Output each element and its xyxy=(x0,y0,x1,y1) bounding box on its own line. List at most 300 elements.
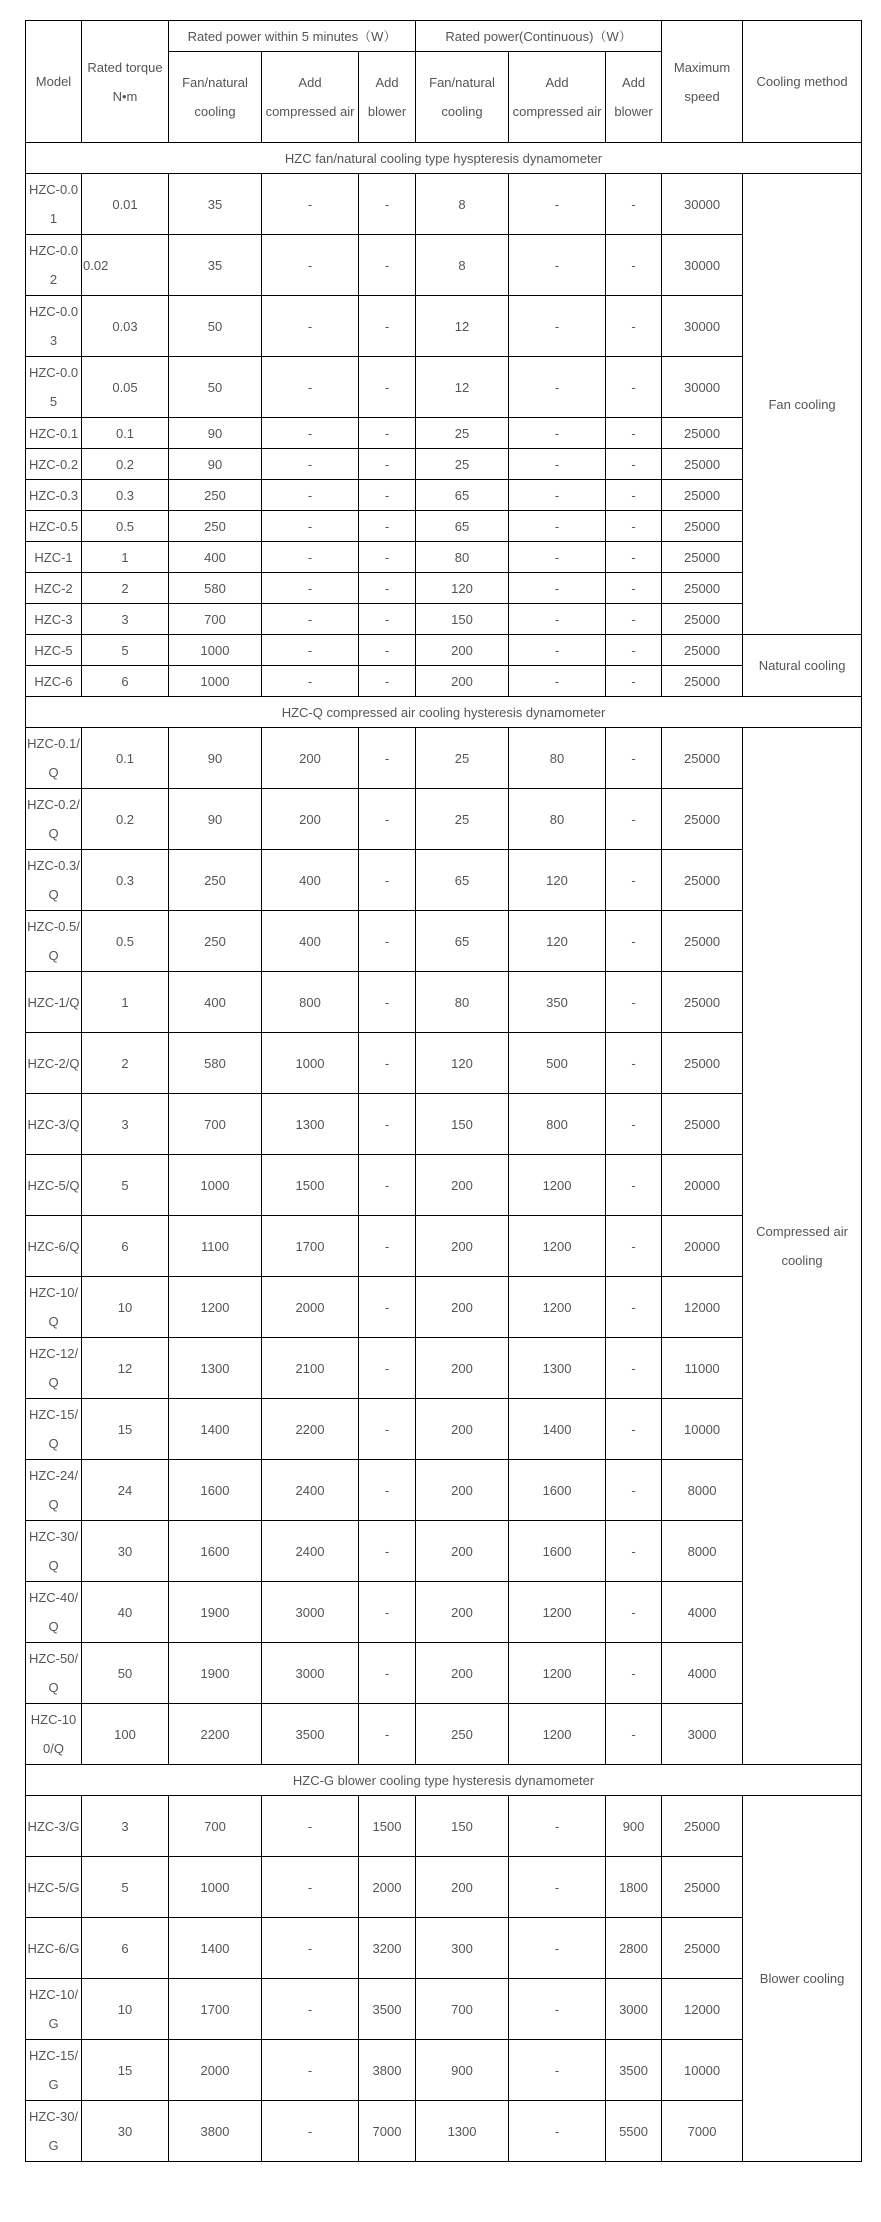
blower-5min-cell: - xyxy=(359,174,416,235)
air-continuous-cell: 1200 xyxy=(509,1277,606,1338)
table-row xyxy=(26,635,862,666)
fan-5min-cell: 1000 xyxy=(169,666,262,697)
header-fan-natural-5min: Fan/natural cooling xyxy=(169,52,262,143)
fan-continuous-cell: 65 xyxy=(416,480,509,511)
blower-5min-cell: - xyxy=(359,1277,416,1338)
table-row xyxy=(26,789,862,850)
torque-cell: 0.03 xyxy=(82,296,169,357)
torque-cell: 30 xyxy=(82,1521,169,1582)
fan-continuous-cell: 150 xyxy=(416,1094,509,1155)
blower-continuous-cell: - xyxy=(606,418,662,449)
air-continuous-cell: - xyxy=(509,449,606,480)
blower-continuous-cell: - xyxy=(606,296,662,357)
model-cell: HZC-5/G xyxy=(26,1857,82,1918)
air-5min-cell: - xyxy=(262,418,359,449)
fan-continuous-cell: 25 xyxy=(416,789,509,850)
table-row xyxy=(26,1979,862,2040)
air-continuous-cell: - xyxy=(509,296,606,357)
fan-5min-cell: 250 xyxy=(169,911,262,972)
table-header xyxy=(26,21,862,143)
blower-5min-cell: - xyxy=(359,1338,416,1399)
blower-continuous-cell: - xyxy=(606,604,662,635)
model-cell: HZC-5/Q xyxy=(26,1155,82,1216)
fan-continuous-cell: 12 xyxy=(416,296,509,357)
blower-continuous-cell: - xyxy=(606,480,662,511)
dynamometer-spec-table xyxy=(25,20,862,2162)
torque-cell: 0.5 xyxy=(82,511,169,542)
blower-continuous-cell: 3000 xyxy=(606,1979,662,2040)
air-continuous-cell: 1600 xyxy=(509,1460,606,1521)
blower-continuous-cell: - xyxy=(606,511,662,542)
blower-continuous-cell: - xyxy=(606,235,662,296)
air-continuous-cell: 1400 xyxy=(509,1399,606,1460)
table-row xyxy=(26,296,862,357)
blower-5min-cell: - xyxy=(359,728,416,789)
air-5min-cell: 800 xyxy=(262,972,359,1033)
air-5min-cell: - xyxy=(262,666,359,697)
torque-cell: 0.3 xyxy=(82,480,169,511)
blower-5min-cell: 3200 xyxy=(359,1918,416,1979)
table-row xyxy=(26,542,862,573)
air-5min-cell: 3000 xyxy=(262,1582,359,1643)
section-title: HZC fan/natural cooling type hyspteresis dynamometer xyxy=(26,143,862,174)
torque-cell: 1 xyxy=(82,542,169,573)
air-continuous-cell: - xyxy=(509,418,606,449)
fan-continuous-cell: 200 xyxy=(416,1460,509,1521)
blower-continuous-cell: - xyxy=(606,1277,662,1338)
blower-5min-cell: - xyxy=(359,449,416,480)
header-rated-torque: Rated torque N•m xyxy=(82,21,169,143)
air-continuous-cell: 1600 xyxy=(509,1521,606,1582)
air-5min-cell: - xyxy=(262,235,359,296)
fan-continuous-cell: 300 xyxy=(416,1918,509,1979)
table-row xyxy=(26,174,862,235)
fan-continuous-cell: 25 xyxy=(416,728,509,789)
blower-5min-cell: - xyxy=(359,1460,416,1521)
air-continuous-cell: - xyxy=(509,174,606,235)
model-cell: HZC-6/G xyxy=(26,1918,82,1979)
fan-continuous-cell: 120 xyxy=(416,573,509,604)
air-continuous-cell: 1200 xyxy=(509,1216,606,1277)
header-rated-power-continuous: Rated power(Continuous)（W） xyxy=(416,21,662,52)
model-cell: HZC-2 xyxy=(26,573,82,604)
torque-cell: 0.2 xyxy=(82,789,169,850)
torque-cell: 0.01 xyxy=(82,174,169,235)
torque-cell: 0.05 xyxy=(82,357,169,418)
header-blower-continuous: Add blower xyxy=(606,52,662,143)
torque-cell: 5 xyxy=(82,635,169,666)
max-speed-cell: 30000 xyxy=(662,357,743,418)
air-5min-cell: - xyxy=(262,1796,359,1857)
cooling-method-cell: Fan cooling xyxy=(743,174,862,635)
max-speed-cell: 12000 xyxy=(662,1979,743,2040)
blower-continuous-cell: - xyxy=(606,1338,662,1399)
blower-continuous-cell: 5500 xyxy=(606,2101,662,2162)
model-cell: HZC-0.3 xyxy=(26,480,82,511)
blower-continuous-cell: - xyxy=(606,1643,662,1704)
fan-5min-cell: 50 xyxy=(169,357,262,418)
torque-cell: 0.02 xyxy=(82,235,169,296)
blower-continuous-cell: - xyxy=(606,449,662,480)
fan-5min-cell: 400 xyxy=(169,972,262,1033)
model-cell: HZC-1 xyxy=(26,542,82,573)
header-cooling-method: Cooling method xyxy=(743,21,862,143)
max-speed-cell: 3000 xyxy=(662,1704,743,1765)
air-5min-cell: - xyxy=(262,480,359,511)
table-row xyxy=(26,911,862,972)
section-title-row xyxy=(26,1765,862,1796)
air-5min-cell: 1500 xyxy=(262,1155,359,1216)
cooling-method-cell: Natural cooling xyxy=(743,635,862,697)
torque-cell: 5 xyxy=(82,1857,169,1918)
model-cell: HZC-6/Q xyxy=(26,1216,82,1277)
fan-continuous-cell: 150 xyxy=(416,604,509,635)
blower-continuous-cell: - xyxy=(606,789,662,850)
model-cell: HZC-10/G xyxy=(26,1979,82,2040)
table-row xyxy=(26,1338,862,1399)
air-continuous-cell: 1200 xyxy=(509,1643,606,1704)
blower-continuous-cell: - xyxy=(606,1704,662,1765)
table-row xyxy=(26,972,862,1033)
blower-5min-cell: - xyxy=(359,604,416,635)
model-cell: HZC-5 xyxy=(26,635,82,666)
fan-continuous-cell: 8 xyxy=(416,174,509,235)
blower-continuous-cell: - xyxy=(606,728,662,789)
blower-continuous-cell: 900 xyxy=(606,1796,662,1857)
blower-5min-cell: - xyxy=(359,850,416,911)
fan-5min-cell: 580 xyxy=(169,1033,262,1094)
fan-5min-cell: 35 xyxy=(169,174,262,235)
fan-5min-cell: 250 xyxy=(169,850,262,911)
air-5min-cell: 2400 xyxy=(262,1460,359,1521)
air-5min-cell: - xyxy=(262,2040,359,2101)
model-cell: HZC-1/Q xyxy=(26,972,82,1033)
blower-5min-cell: - xyxy=(359,1094,416,1155)
air-5min-cell: 400 xyxy=(262,911,359,972)
table-row xyxy=(26,1033,862,1094)
air-5min-cell: 200 xyxy=(262,728,359,789)
cooling-method-cell: Compressed air cooling xyxy=(743,728,862,1765)
blower-continuous-cell: - xyxy=(606,1094,662,1155)
model-cell: HZC-12/Q xyxy=(26,1338,82,1399)
table-row xyxy=(26,1216,862,1277)
fan-5min-cell: 400 xyxy=(169,542,262,573)
air-continuous-cell: 1200 xyxy=(509,1704,606,1765)
model-cell: HZC-0.1/Q xyxy=(26,728,82,789)
fan-5min-cell: 1600 xyxy=(169,1460,262,1521)
blower-5min-cell: 3500 xyxy=(359,1979,416,2040)
model-cell: HZC-0.2 xyxy=(26,449,82,480)
torque-cell: 3 xyxy=(82,604,169,635)
model-cell: HZC-15/Q xyxy=(26,1399,82,1460)
fan-5min-cell: 2200 xyxy=(169,1704,262,1765)
fan-continuous-cell: 150 xyxy=(416,1796,509,1857)
air-continuous-cell: 120 xyxy=(509,850,606,911)
table-row xyxy=(26,511,862,542)
fan-5min-cell: 1700 xyxy=(169,1979,262,2040)
blower-5min-cell: 7000 xyxy=(359,2101,416,2162)
air-5min-cell: 2400 xyxy=(262,1521,359,1582)
blower-5min-cell: - xyxy=(359,357,416,418)
max-speed-cell: 25000 xyxy=(662,666,743,697)
air-continuous-cell: 80 xyxy=(509,789,606,850)
max-speed-cell: 20000 xyxy=(662,1155,743,1216)
torque-cell: 12 xyxy=(82,1338,169,1399)
fan-5min-cell: 700 xyxy=(169,1094,262,1155)
fan-continuous-cell: 8 xyxy=(416,235,509,296)
air-5min-cell: - xyxy=(262,2101,359,2162)
fan-continuous-cell: 200 xyxy=(416,1582,509,1643)
max-speed-cell: 25000 xyxy=(662,728,743,789)
max-speed-cell: 11000 xyxy=(662,1338,743,1399)
model-cell: HZC-40/Q xyxy=(26,1582,82,1643)
air-5min-cell: 2100 xyxy=(262,1338,359,1399)
blower-5min-cell: - xyxy=(359,1582,416,1643)
fan-5min-cell: 700 xyxy=(169,1796,262,1857)
header-rated-power-5min: Rated power within 5 minutes（W） xyxy=(169,21,416,52)
max-speed-cell: 25000 xyxy=(662,542,743,573)
header-maximum-speed: Maximum speed xyxy=(662,21,743,143)
torque-cell: 0.1 xyxy=(82,418,169,449)
blower-5min-cell: - xyxy=(359,235,416,296)
table-row xyxy=(26,449,862,480)
blower-continuous-cell: 2800 xyxy=(606,1918,662,1979)
air-continuous-cell: - xyxy=(509,635,606,666)
torque-cell: 0.3 xyxy=(82,850,169,911)
blower-5min-cell: - xyxy=(359,1704,416,1765)
blower-5min-cell: 1500 xyxy=(359,1796,416,1857)
air-continuous-cell: - xyxy=(509,1796,606,1857)
fan-continuous-cell: 12 xyxy=(416,357,509,418)
model-cell: HZC-30/G xyxy=(26,2101,82,2162)
air-5min-cell: 3000 xyxy=(262,1643,359,1704)
model-cell: HZC-3 xyxy=(26,604,82,635)
blower-continuous-cell: - xyxy=(606,1399,662,1460)
air-5min-cell: - xyxy=(262,296,359,357)
table-row xyxy=(26,1094,862,1155)
blower-5min-cell: - xyxy=(359,1521,416,1582)
air-continuous-cell: - xyxy=(509,2101,606,2162)
blower-continuous-cell: - xyxy=(606,1155,662,1216)
fan-continuous-cell: 200 xyxy=(416,1216,509,1277)
air-5min-cell: - xyxy=(262,573,359,604)
blower-continuous-cell: - xyxy=(606,1033,662,1094)
air-5min-cell: - xyxy=(262,542,359,573)
air-5min-cell: 1000 xyxy=(262,1033,359,1094)
model-cell: HZC-0.1 xyxy=(26,418,82,449)
max-speed-cell: 25000 xyxy=(662,1094,743,1155)
blower-5min-cell: 2000 xyxy=(359,1857,416,1918)
table-row xyxy=(26,1857,862,1918)
air-5min-cell: - xyxy=(262,511,359,542)
fan-5min-cell: 700 xyxy=(169,604,262,635)
torque-cell: 6 xyxy=(82,1216,169,1277)
torque-cell: 10 xyxy=(82,1277,169,1338)
air-continuous-cell: 1200 xyxy=(509,1582,606,1643)
torque-cell: 3 xyxy=(82,1796,169,1857)
blower-continuous-cell: - xyxy=(606,1521,662,1582)
max-speed-cell: 7000 xyxy=(662,2101,743,2162)
max-speed-cell: 30000 xyxy=(662,235,743,296)
blower-continuous-cell: - xyxy=(606,972,662,1033)
max-speed-cell: 8000 xyxy=(662,1460,743,1521)
blower-5min-cell: - xyxy=(359,911,416,972)
fan-continuous-cell: 80 xyxy=(416,542,509,573)
torque-cell: 0.5 xyxy=(82,911,169,972)
air-continuous-cell: - xyxy=(509,511,606,542)
model-cell: HZC-6 xyxy=(26,666,82,697)
model-cell: HZC-0.3/Q xyxy=(26,850,82,911)
header-fan-natural-continuous: Fan/natural cooling xyxy=(416,52,509,143)
fan-5min-cell: 1200 xyxy=(169,1277,262,1338)
torque-cell: 1 xyxy=(82,972,169,1033)
air-continuous-cell: - xyxy=(509,235,606,296)
fan-5min-cell: 90 xyxy=(169,728,262,789)
air-continuous-cell: - xyxy=(509,542,606,573)
fan-continuous-cell: 200 xyxy=(416,635,509,666)
fan-continuous-cell: 200 xyxy=(416,1857,509,1918)
blower-continuous-cell: - xyxy=(606,635,662,666)
air-continuous-cell: - xyxy=(509,2040,606,2101)
max-speed-cell: 25000 xyxy=(662,850,743,911)
max-speed-cell: 10000 xyxy=(662,1399,743,1460)
table-row xyxy=(26,418,862,449)
table-row xyxy=(26,1460,862,1521)
table-row xyxy=(26,235,862,296)
torque-cell: 3 xyxy=(82,1094,169,1155)
fan-5min-cell: 2000 xyxy=(169,2040,262,2101)
fan-5min-cell: 1100 xyxy=(169,1216,262,1277)
max-speed-cell: 25000 xyxy=(662,911,743,972)
max-speed-cell: 4000 xyxy=(662,1643,743,1704)
fan-continuous-cell: 25 xyxy=(416,449,509,480)
max-speed-cell: 25000 xyxy=(662,418,743,449)
table-row xyxy=(26,2040,862,2101)
fan-continuous-cell: 250 xyxy=(416,1704,509,1765)
table-row xyxy=(26,728,862,789)
max-speed-cell: 25000 xyxy=(662,511,743,542)
table-row xyxy=(26,1277,862,1338)
blower-continuous-cell: - xyxy=(606,911,662,972)
header-compressed-air-5min: Add compressed air xyxy=(262,52,359,143)
max-speed-cell: 8000 xyxy=(662,1521,743,1582)
model-cell: HZC-15/G xyxy=(26,2040,82,2101)
air-continuous-cell: - xyxy=(509,480,606,511)
table-row xyxy=(26,1521,862,1582)
table-row xyxy=(26,357,862,418)
fan-continuous-cell: 200 xyxy=(416,1399,509,1460)
max-speed-cell: 25000 xyxy=(662,449,743,480)
section-title-row xyxy=(26,697,862,728)
table-row xyxy=(26,1796,862,1857)
model-cell: HZC-0.5 xyxy=(26,511,82,542)
torque-cell: 30 xyxy=(82,2101,169,2162)
model-cell: HZC-24/Q xyxy=(26,1460,82,1521)
section-title: HZC-Q compressed air cooling hysteresis dynamometer xyxy=(26,697,862,728)
max-speed-cell: 12000 xyxy=(662,1277,743,1338)
max-speed-cell: 10000 xyxy=(662,2040,743,2101)
torque-cell: 40 xyxy=(82,1582,169,1643)
table-row xyxy=(26,666,862,697)
air-continuous-cell: - xyxy=(509,573,606,604)
air-5min-cell: 400 xyxy=(262,850,359,911)
torque-cell: 15 xyxy=(82,2040,169,2101)
fan-continuous-cell: 200 xyxy=(416,1521,509,1582)
air-continuous-cell: 1200 xyxy=(509,1155,606,1216)
max-speed-cell: 4000 xyxy=(662,1582,743,1643)
air-5min-cell: 1700 xyxy=(262,1216,359,1277)
air-continuous-cell: - xyxy=(509,1918,606,1979)
fan-5min-cell: 1400 xyxy=(169,1918,262,1979)
fan-5min-cell: 1000 xyxy=(169,1155,262,1216)
max-speed-cell: 25000 xyxy=(662,789,743,850)
table-row xyxy=(26,573,862,604)
torque-cell: 5 xyxy=(82,1155,169,1216)
blower-5min-cell: - xyxy=(359,573,416,604)
section-title: HZC-G blower cooling type hysteresis dynamometer xyxy=(26,1765,862,1796)
blower-5min-cell: - xyxy=(359,972,416,1033)
fan-continuous-cell: 900 xyxy=(416,2040,509,2101)
blower-5min-cell: - xyxy=(359,789,416,850)
table-row xyxy=(26,480,862,511)
air-5min-cell: - xyxy=(262,1979,359,2040)
air-continuous-cell: 80 xyxy=(509,728,606,789)
air-continuous-cell: 800 xyxy=(509,1094,606,1155)
fan-5min-cell: 90 xyxy=(169,418,262,449)
air-continuous-cell: - xyxy=(509,357,606,418)
max-speed-cell: 25000 xyxy=(662,1033,743,1094)
air-continuous-cell: 500 xyxy=(509,1033,606,1094)
air-5min-cell: - xyxy=(262,635,359,666)
fan-5min-cell: 35 xyxy=(169,235,262,296)
torque-cell: 6 xyxy=(82,666,169,697)
fan-continuous-cell: 700 xyxy=(416,1979,509,2040)
fan-continuous-cell: 65 xyxy=(416,911,509,972)
header-compressed-air-continuous: Add compressed air xyxy=(509,52,606,143)
air-continuous-cell: - xyxy=(509,604,606,635)
model-cell: HZC-0.01 xyxy=(26,174,82,235)
blower-continuous-cell: - xyxy=(606,1582,662,1643)
max-speed-cell: 25000 xyxy=(662,480,743,511)
torque-cell: 0.1 xyxy=(82,728,169,789)
fan-continuous-cell: 200 xyxy=(416,666,509,697)
model-cell: HZC-0.02 xyxy=(26,235,82,296)
blower-continuous-cell: - xyxy=(606,357,662,418)
table-row xyxy=(26,604,862,635)
max-speed-cell: 25000 xyxy=(662,573,743,604)
fan-continuous-cell: 200 xyxy=(416,1338,509,1399)
fan-continuous-cell: 200 xyxy=(416,1643,509,1704)
table-row xyxy=(26,1582,862,1643)
blower-5min-cell: - xyxy=(359,418,416,449)
blower-5min-cell: - xyxy=(359,1643,416,1704)
max-speed-cell: 25000 xyxy=(662,635,743,666)
torque-cell: 6 xyxy=(82,1918,169,1979)
air-continuous-cell: 120 xyxy=(509,911,606,972)
table-row xyxy=(26,2101,862,2162)
model-cell: HZC-0.5/Q xyxy=(26,911,82,972)
max-speed-cell: 30000 xyxy=(662,174,743,235)
blower-5min-cell: - xyxy=(359,1216,416,1277)
torque-cell: 50 xyxy=(82,1643,169,1704)
blower-continuous-cell: - xyxy=(606,1216,662,1277)
blower-5min-cell: 3800 xyxy=(359,2040,416,2101)
model-cell: HZC-3/Q xyxy=(26,1094,82,1155)
air-5min-cell: 2200 xyxy=(262,1399,359,1460)
blower-5min-cell: - xyxy=(359,1399,416,1460)
blower-continuous-cell: - xyxy=(606,542,662,573)
fan-5min-cell: 90 xyxy=(169,789,262,850)
